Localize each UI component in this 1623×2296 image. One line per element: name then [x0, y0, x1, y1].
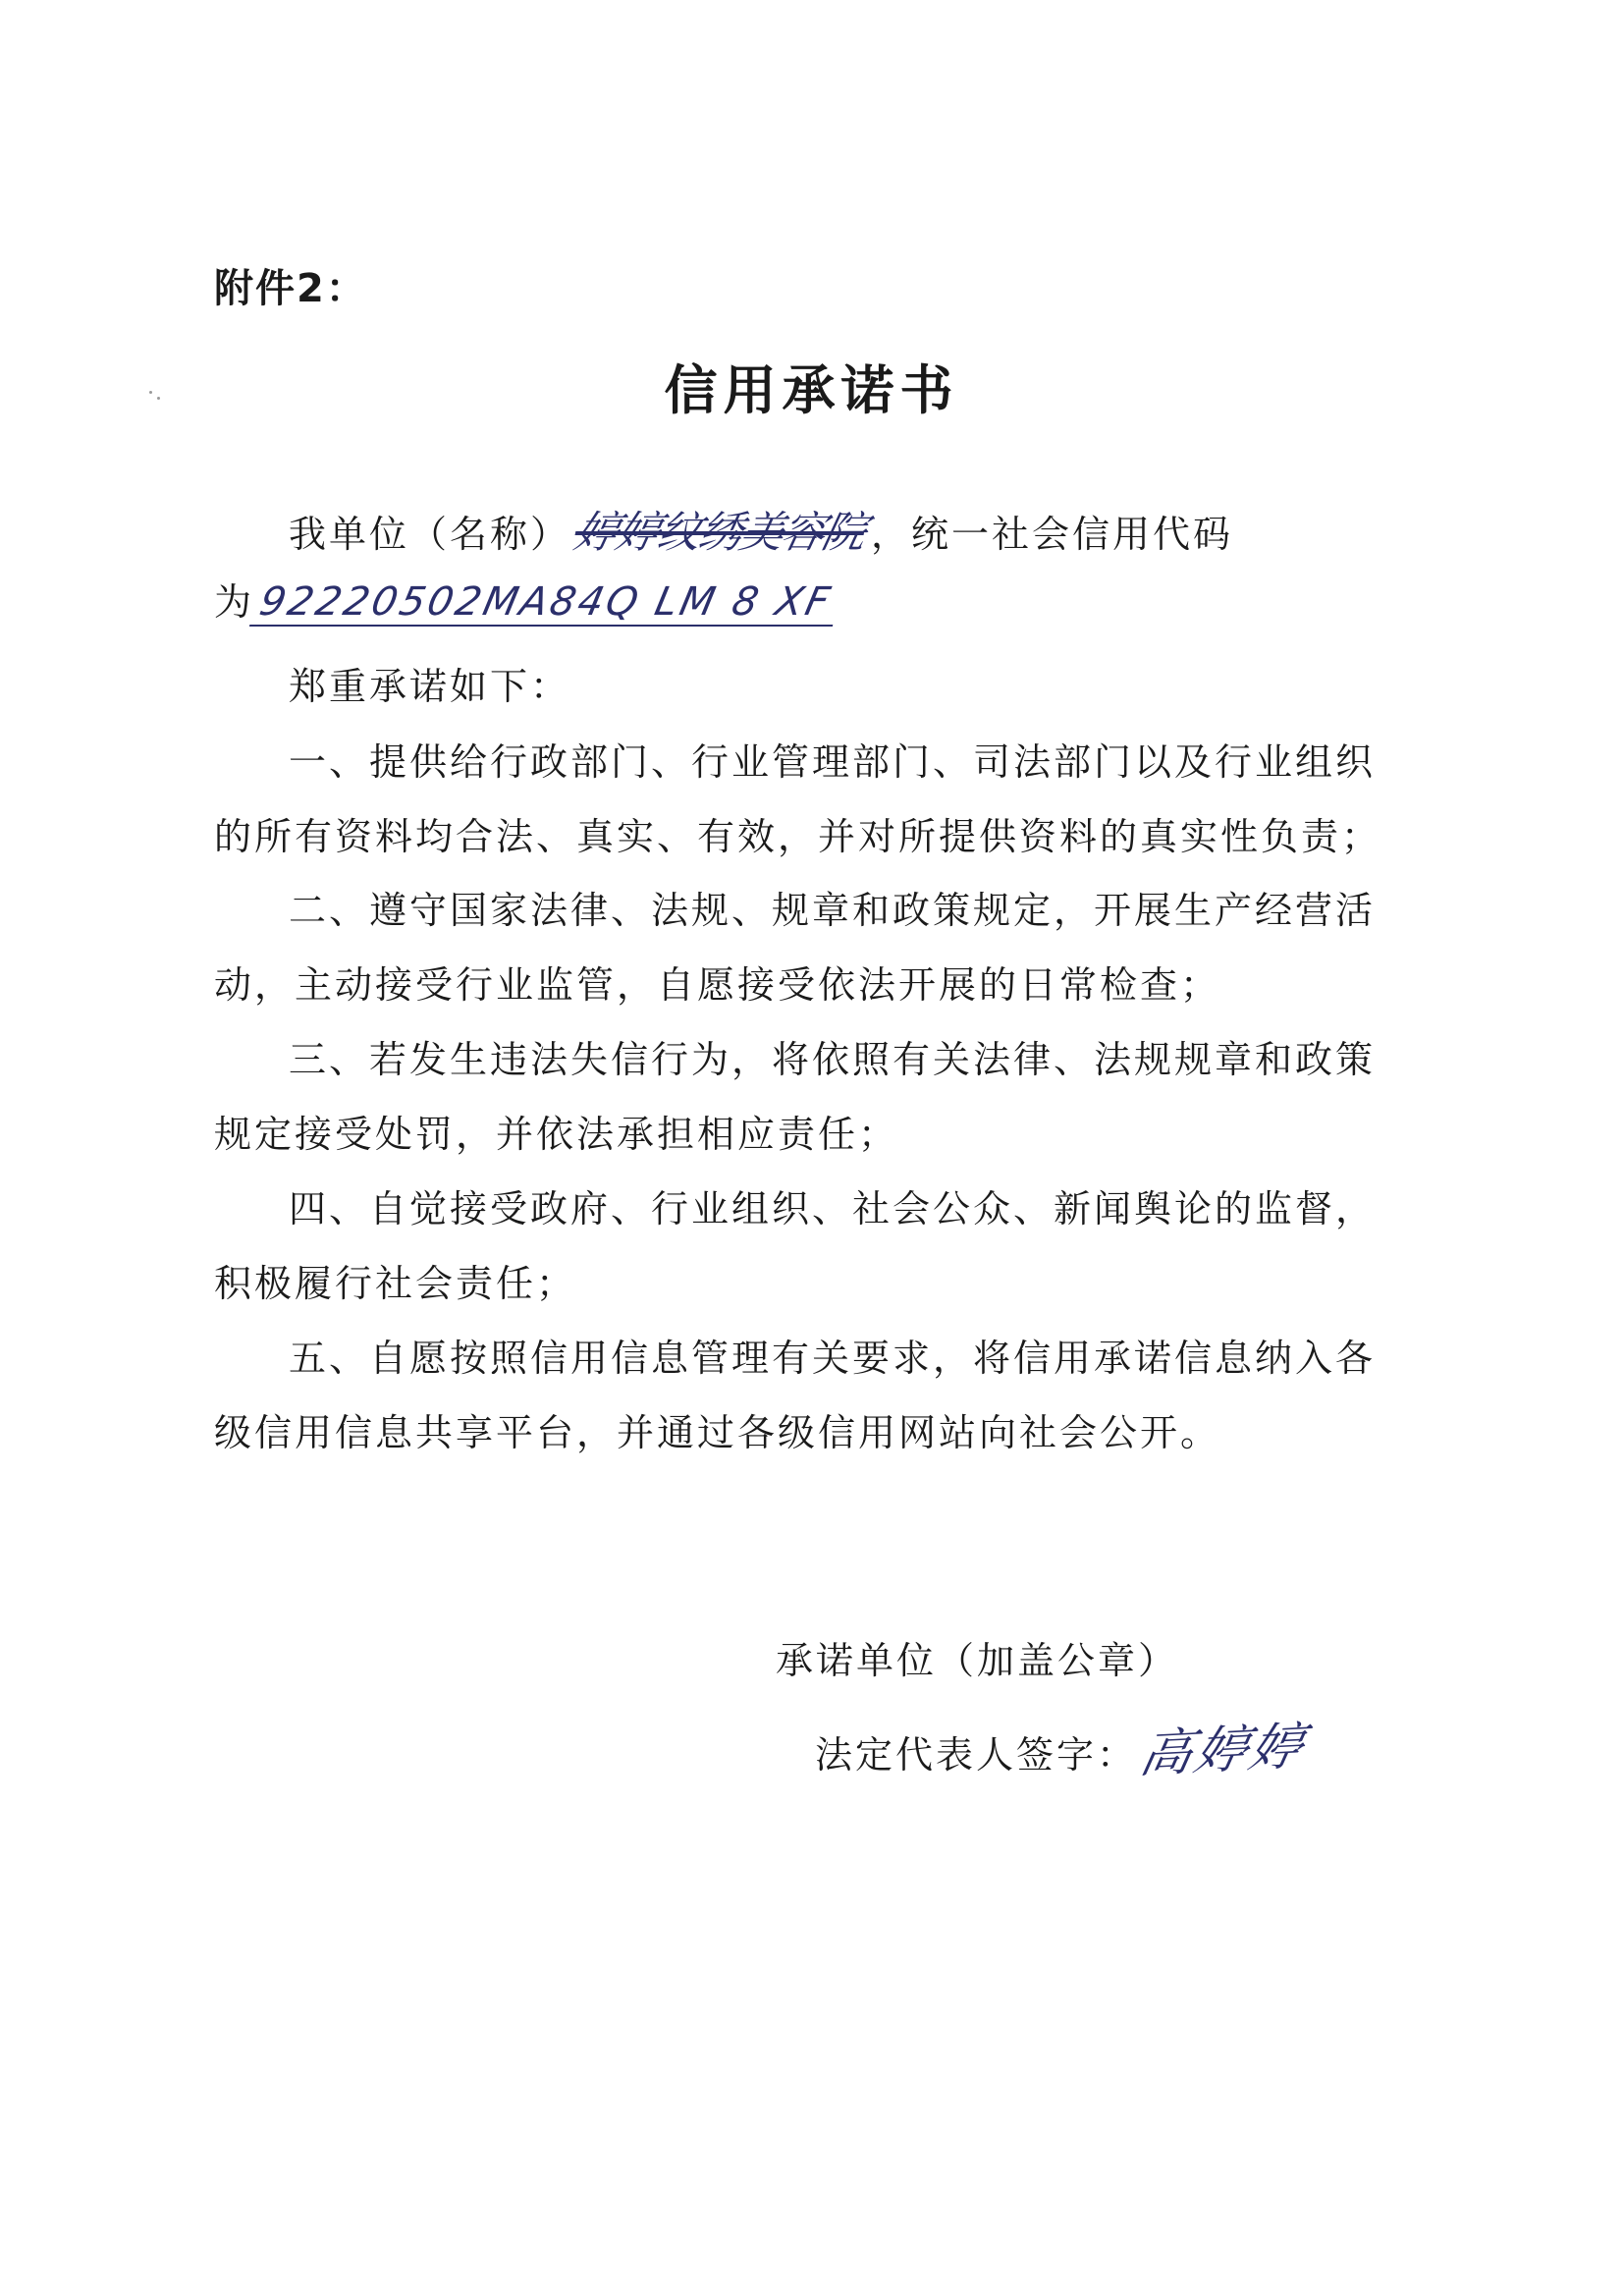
- commitment-3-line1: 三、若发生违法失信行为，将依照有关法律、法规规章和政策: [289, 1038, 1377, 1081]
- intro-prefix: 我单位（名称）: [289, 513, 571, 556]
- committing-unit-label: 承诺单位（加盖公章）: [776, 1639, 1179, 1682]
- commitment-2-line2: 动，主动接受行业监管，自愿接受依法开展的日常检查；: [214, 963, 1221, 1007]
- commitment-5-line2: 级信用信息共享平台，并通过各级信用网站向社会公开。: [214, 1411, 1221, 1454]
- commitment-2-line1: 二、遵守国家法律、法规、规章和政策规定，开展生产经营活: [289, 889, 1377, 932]
- handwritten-unit-name: 婷婷纹绣美容院: [569, 508, 870, 558]
- legal-rep-line: [815, 1709, 1311, 1785]
- commitment-5-line1: 五、自愿按照信用信息管理有关要求，将信用承诺信息纳入各: [289, 1337, 1377, 1380]
- legal-rep-label: 法定代表人签字：: [815, 1733, 1138, 1777]
- scan-speck: [149, 391, 152, 394]
- document-title: 信用承诺书: [664, 359, 959, 421]
- commitment-1-line1: 一、提供给行政部门、行业管理部门、司法部门以及行业组织: [289, 740, 1377, 784]
- legal-rep-signature: 高婷婷: [1135, 1717, 1311, 1785]
- scan-speck: [157, 397, 160, 400]
- code-line: [214, 572, 838, 627]
- commitment-1-line2: 的所有资料均合法、真实、有效，并对所提供资料的真实性负责；: [214, 815, 1382, 858]
- commitment-4-line1: 四、自觉接受政府、行业组织、社会公众、新闻舆论的监督，: [289, 1187, 1377, 1230]
- commitment-3-line2: 规定接受处罚，并依法承担相应责任；: [214, 1113, 899, 1156]
- intro-middle: ，统一社会信用代码: [871, 513, 1234, 556]
- solemn-line: 郑重承诺如下：: [289, 665, 571, 708]
- code-prefix: 为: [214, 580, 255, 624]
- handwritten-credit-code: 92220502MA84Q LM 8 XF: [249, 579, 842, 627]
- intro-line: [289, 497, 1233, 560]
- commitment-4-line2: 积极履行社会责任；: [214, 1262, 577, 1305]
- attachment-label: 附件2：: [214, 266, 367, 311]
